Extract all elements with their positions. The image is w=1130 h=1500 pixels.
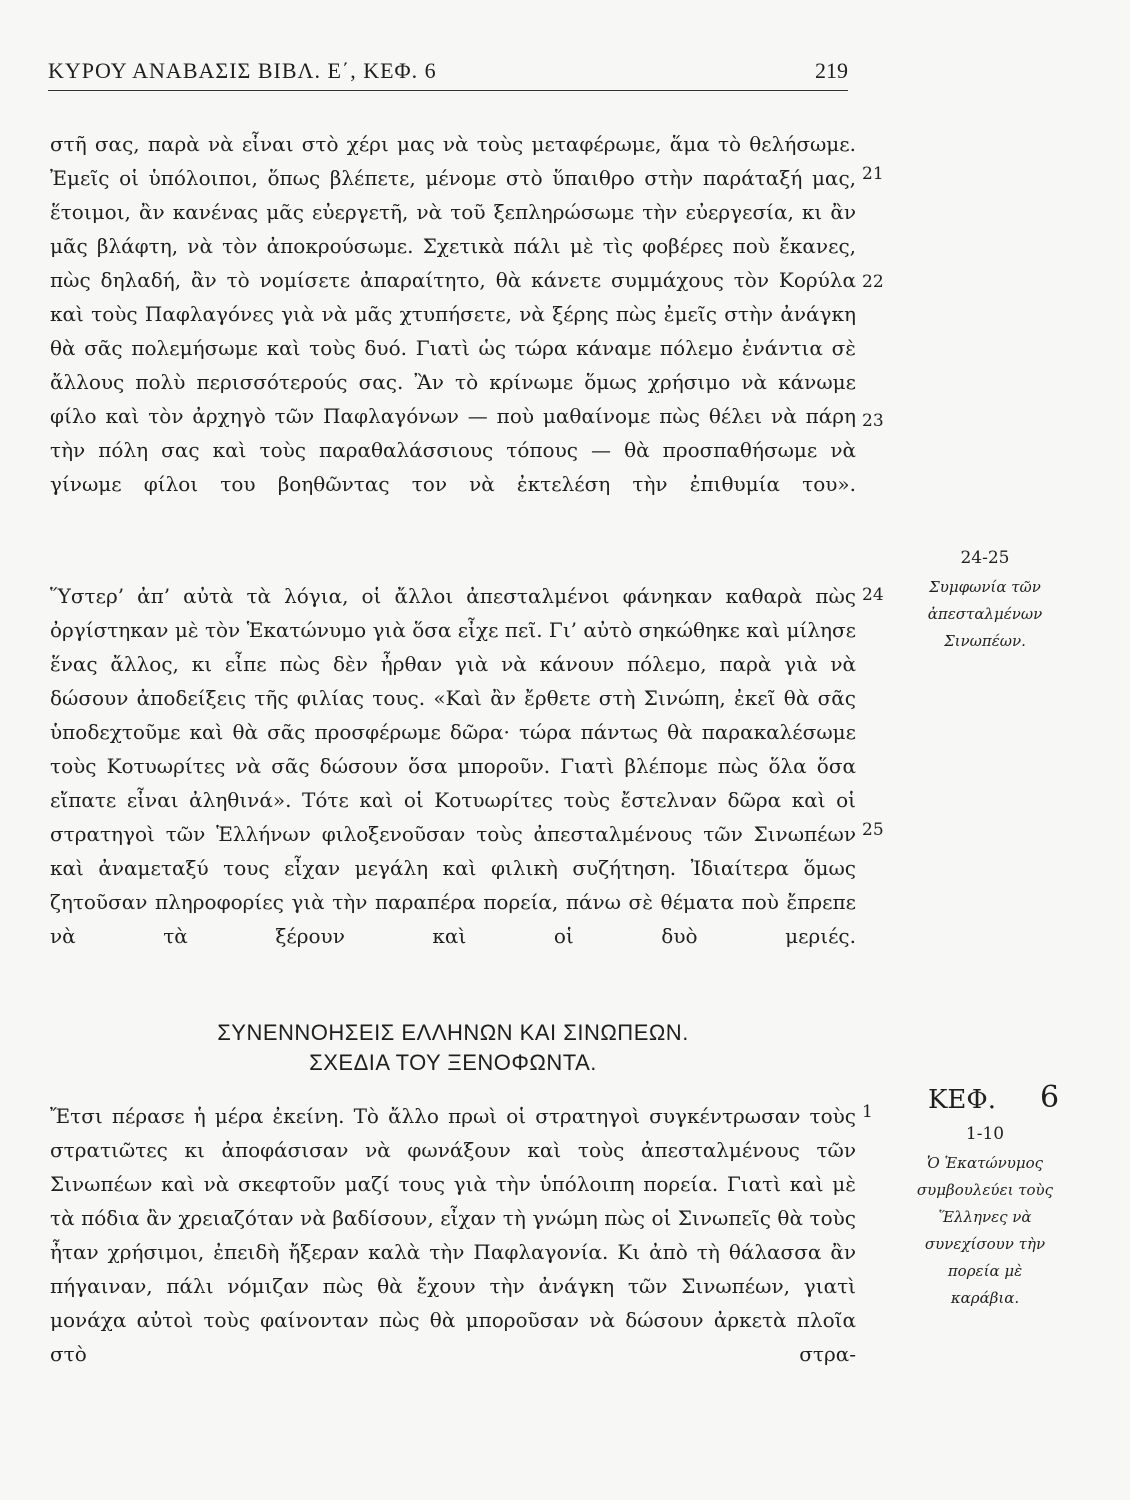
page-number: 219 [815, 58, 848, 83]
chapter-label: ΚΕΦ. [928, 1085, 996, 1115]
running-title: ΚΥΡΟΥ ΑΝΑΒΑΣΙΣ ΒΙΒΛ. Ε΄, ΚΕΦ. 6 [48, 58, 437, 83]
section-number-23: 23 [862, 411, 884, 431]
section-number-22: 22 [862, 272, 884, 292]
section-heading-line-1: ΣΥΝΕΝΝΟΗΣΕΙΣ ΕΛΛΗΝΩΝ ΚΑΙ ΣΙΝΩΠΕΩΝ. [217, 1020, 689, 1045]
paragraph-1: στῆ σας, παρὰ νὰ εἶναι στὸ χέρι μας νὰ τοὺς μεταφέρωμε, ἅμα τὸ θελήσωμε. Ἐμεῖς οἱ ὑπόλοιποι, ὅπως βλέπετε, μένομε στὸ ὕπαιθρο στὴν παράταξή μας, ἕτοιμοι, ἂν κανένας μᾶς εὐεργετῆ, νὰ τοῦ ξεπληρώσωμε τὴν εὐεργεσία, κι ἂν μᾶς βλάφτη, νὰ τὸν ἀποκρούσωμε. Σχετικὰ πάλι μὲ τὶς φοβέρες ποὺ ἔκανες, πὼς δηλαδή, ἂν τὸ νομίσετε ἀπαραίτητο, θὰ κάνετε συμμάχους τὸν Κορύλα καὶ τοὺς Παφλαγόνες γιὰ νὰ μᾶς χτυπήσετε, νὰ ξέρης πὼς ἐμεῖς στὴν ἀνάγκη θὰ σᾶς πολεμήσωμε καὶ τοὺς δυό. Γιατὶ ὡς τώρα κάναμε πόλεμο ἐνάντια σὲ ἄλλους πολὺ περισσότερούς σας. Ἂν τὸ κρίνωμε ὅμως χρήσιμο νὰ κάνωμε φίλο καὶ τὸν ἀρχηγὸ τῶν Παφλαγόνων — ποὺ μαθαίνομε πὼς θέλει νὰ πάρη τὴν πόλη σας καὶ τοὺς παραθαλάσσιους τόπους — θὰ προσπαθήσωμε νὰ γίνωμε φίλοι του βοηθῶντας τον νὰ ἐκτελέση τὴν ἐπιθυμία του». [50, 132, 856, 496]
section-number-24: 24 [862, 585, 884, 605]
margin-gloss-24-25: Συμφωνία τῶν ἀπεσταλμένων Σινωπέων. [927, 578, 1043, 650]
section-heading-line-2: ΣΧΕΔΙΑ ΤΟΥ ΞΕΝΟΦΩΝΤΑ. [309, 1050, 597, 1075]
margin-gloss-1-10: Ὁ Ἑκατώνυμος συμβουλεύει τοὺς Ἕλληνες νὰ συνεχίσουν τὴν πορεία μὲ καράβια. [916, 1154, 1054, 1307]
section-number-25: 25 [862, 820, 884, 840]
paragraph-3: Ἔτσι πέρασε ἡ μέρα ἐκείνη. Τὸ ἄλλο πρωὶ οἱ στρατηγοὶ συγκέντρωσαν τοὺς στρατιῶτες κι ἀποφάσισαν νὰ φωνάξουν καὶ τοὺς ἀπεσταλμένους τῶν Σινωπέων καὶ νὰ σκεφτοῦν μαζί τους γιὰ τὴν ὑπόλοιπη πορεία. Γιατὶ καὶ μὲ τὰ πόδια ἂν χρειαζόταν νὰ βαδίσουν, εἶχαν τὴ γνώμη πὼς οἱ Σινωπεῖς θὰ τοὺς ἦταν χρήσιμοι, ἐπειδὴ ἤξεραν καλὰ τὴν Παφλαγονία. Κι ἀπὸ τὴ θάλασσα ἂν πήγαιναν, πάλι νόμιζαν πὼς θὰ ἔχουν τὴν ἀνάγκη τῶν Σινωπέων, γιατὶ μονάχα αὐτοὶ τοὺς φαίνονταν πὼς θὰ μποροῦσαν νὰ δώσουν ἀρκετὰ πλοῖα στὸ στρα- [50, 1104, 856, 1366]
section-number-1: 1 [862, 1102, 873, 1122]
chapter-number: 6 [1040, 1080, 1060, 1115]
running-header [48, 56, 848, 91]
margin-gloss-ref-1-10: 1-10 [965, 1124, 1005, 1144]
margin-gloss-ref-24-25: 24-25 [960, 548, 1010, 568]
paragraph-2: Ὕστερ’ ἀπ’ αὐτὰ τὰ λόγια, οἱ ἄλλοι ἀπεσταλμένοι φάνηκαν καθαρὰ πὼς ὀργίστηκαν μὲ τὸν Ἑκατώνυμο γιὰ ὅσα εἶχε πεῖ. Γι’ αὐτὸ σηκώθηκε καὶ μίλησε ἕνας ἄλλος, κι εἶπε πὼς δὲν ἦρθαν γιὰ νὰ κάνουν πόλεμο, παρὰ γιὰ νὰ δώσουν ἀποδείξεις τῆς φιλίας τους. «Καὶ ἂν ἔρθετε στὴ Σινώπη, ἐκεῖ θὰ σᾶς ὑποδεχτοῦμε καὶ θὰ σᾶς προσφέρωμε δῶρα· τώρα πάντως θὰ παρακαλέσωμε τοὺς Κοτυωρίτες νὰ σᾶς δώσουν ὅσα μποροῦν. Γιατὶ βλέπομε πὼς ὅλα ὅσα εἴπατε εἶναι ἀληθινά». Τότε καὶ οἱ Κοτυωρίτες τοὺς ἔστελναν δῶρα καὶ οἱ στρατηγοὶ τῶν Ἑλλήνων φιλοξενοῦσαν τοὺς ἀπεσταλμένους τῶν Σινωπέων καὶ ἀναμεταξύ τους εἶχαν μεγάλη καὶ φιλικὴ συζήτηση. Ἰδιαίτερα ὅμως ζητοῦσαν πληροφορίες γιὰ τὴν παραπέρα πορεία, πάνω σὲ θέματα ποὺ ἔπρεπε νὰ τὰ ξέρουν καὶ οἱ δυὸ μεριές. [50, 584, 856, 948]
section-number-21: 21 [862, 164, 884, 184]
